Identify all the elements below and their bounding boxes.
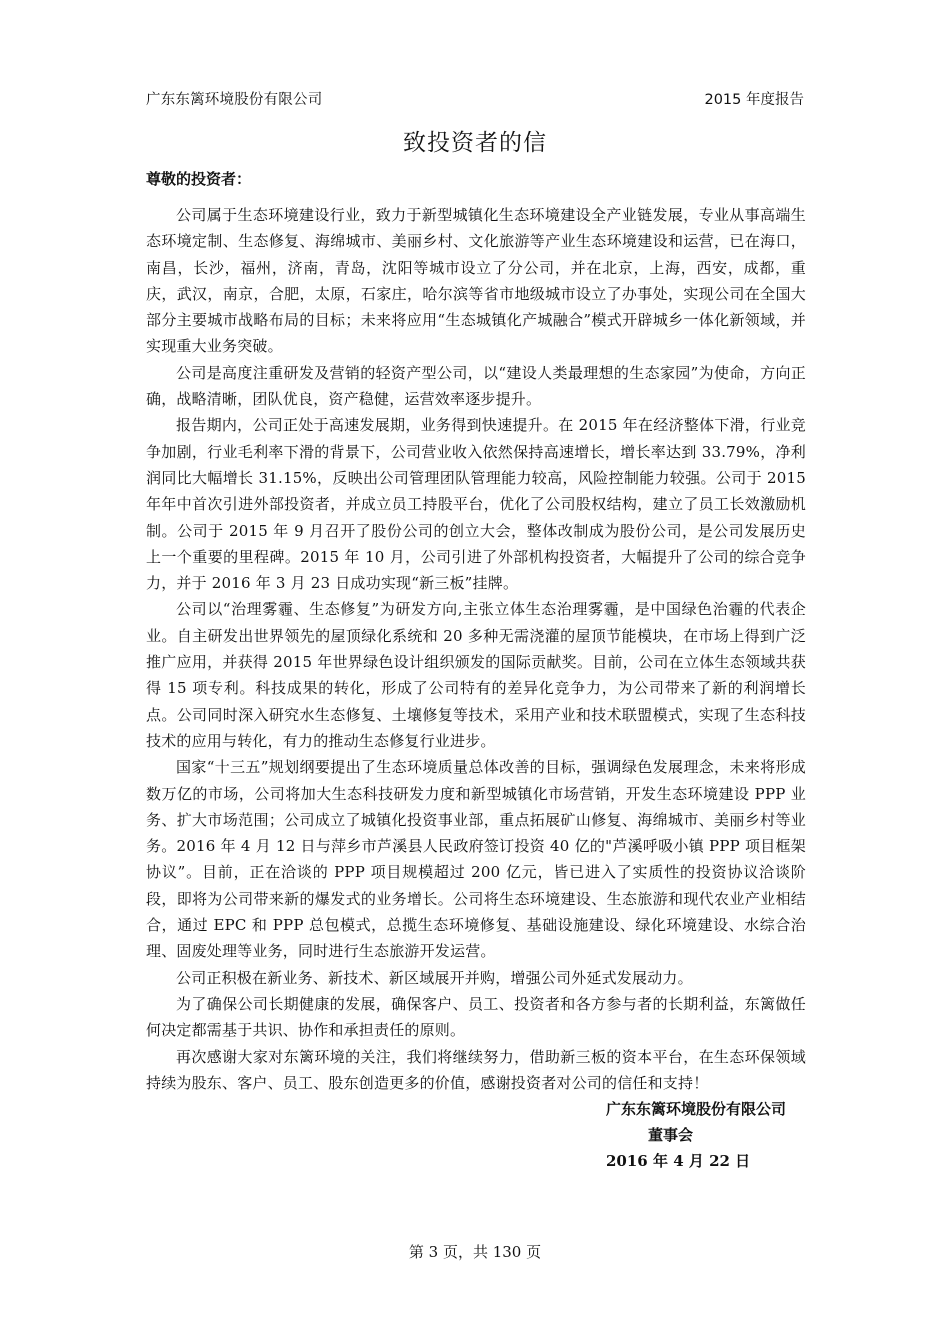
paragraph: 再次感谢大家对东篱环境的关注，我们将继续努力，借助新三板的资本平台，在生态环保领域持续为股东、客户、员工、股东创造更多的价值，感谢投资者对公司的信任和支持！ [146,1047,806,1092]
paragraph: 为了确保公司长期健康的发展，确保客户、员工、投资者和各方参与者的长期利益，东篱做任何决定都需基于共识、协作和承担责任的原则。 [146,994,806,1040]
header-report-title: 2015 年度报告 [704,92,804,108]
header-company-name: 广东东篱环境股份有限公司 [146,92,323,108]
signature-block [600,1096,810,1174]
signature-board: 董事会 [648,1126,694,1144]
paragraph: 报告期内，公司正处于高速发展期，业务得到快速提升。在 2015 年在经济整体下滑，行业竞争加剧，行业毛利率下滑的背景下，公司营业收入依然保持高速增长，增长率达到 33.79%，净利润同比大幅增长 31.15%，反映出公司管理团队管理能力较高，风险控制能力较强。公司于 2015 年年中首次引进外部投资者，并成立员工持股平台，优化了公司股权结构，建立了员工长效激励机制。公司于 2015 年 9 月召开了股份公司的创立大会，整体改制成为股份公司，是公司发展历史上一个重要的里程碑。2015 年 10 月，公司引进了外部机构投资者，大幅提升了公司的综合竞争力，并于 2016 年 3 月 23 日成功实现“新三板”挂牌。 [146,416,806,593]
paragraph: 国家“十三五”规划纲要提出了生态环境质量总体改善的目标，强调绿色发展理念，未来将形成数万亿的市场，公司将加大生态科技研发力度和新型城镇化市场营销，开发生态环境建设 PPP 业务、扩大市场范围；公司成立了城镇化投资事业部，重点拓展矿山修复、海绵城市、美丽乡村等业务。2016 年 4 月 12 日与萍乡市芦溪县人民政府签订投资 40 亿的"芦溪呼吸小镇 PPP 项目框架协议”。目前，正在洽谈的 PPP 项目规模超过 200 亿元，皆已进入了实质性的投资协议洽谈阶段，即将为公司带来新的爆发式的业务增长。公司将生态环境建设、生态旅游和现代农业产业相结合，通过 EPC 和 PPP 总包模式，总揽生态环境修复、基础设施建设、绿化环境建设、水综合治理、固废处理等业务，同时进行生态旅游开发运营。 [146,758,806,961]
salutation: 尊敬的投资者： [146,170,252,188]
page-header [146,88,804,112]
page-title: 致投资者的信 [403,130,547,156]
paragraph: 公司以“治理雾霾、生态修复”为研发方向,主张立体生态治理雾霾，是中国绿色治霾的代表企业。自主研发出世界领先的屋顶绿化系统和 20 多种无需浇灌的屋顶节能模块，在市场上得到广泛推广应用，并获得 2015 年世界绿色设计组织颁发的国际贡献奖。目前，公司在立体生态领域共获得 15 项专利。科技成果的转化，形成了公司特有的差异化竞争力，为公司带来了新的利润增长点。公司同时深入研究水生态修复、土壤修复等技术，采用产业和技术联盟模式，实现了生态科技技术的应用与转化，有力的推动生态修复行业进步。 [146,600,806,750]
page-number: 第 3 页，共 130 页 [408,1243,542,1261]
paragraph: 公司正积极在新业务、新技术、新区域展开并购，增强公司外延式发展动力。 [176,968,693,987]
letter-body [146,202,806,1096]
signature-company: 广东东篱环境股份有限公司 [606,1100,787,1118]
signature-date: 2016 年 4 月 22 日 [606,1152,751,1170]
paragraph: 公司是高度注重研发及营销的轻资产型公司，以“建设人类最理想的生态家园”为使命，方向正确，战略清晰，团队优良，资产稳健，运营效率逐步提升。 [146,363,806,409]
paragraph: 公司属于生态环境建设行业，致力于新型城镇化生态环境建设全产业链发展，专业从事高端生态环境定制、生态修复、海绵城市、美丽乡村、文化旅游等产业生态环境建设和运营，已在海口，南昌，长沙，福州，济南，青岛，沈阳等城市设立了分公司，并在北京，上海，西安，成都，重庆，武汉，南京，合肥，太原，石家庄，哈尔滨等省市地级城市设立了办事处，实现公司在全国大部分主要城市战略布局的目标；未来将应用“生态城镇化产城融合”模式开辟城乡一体化新领域，并实现重大业务突破。 [146,206,806,356]
